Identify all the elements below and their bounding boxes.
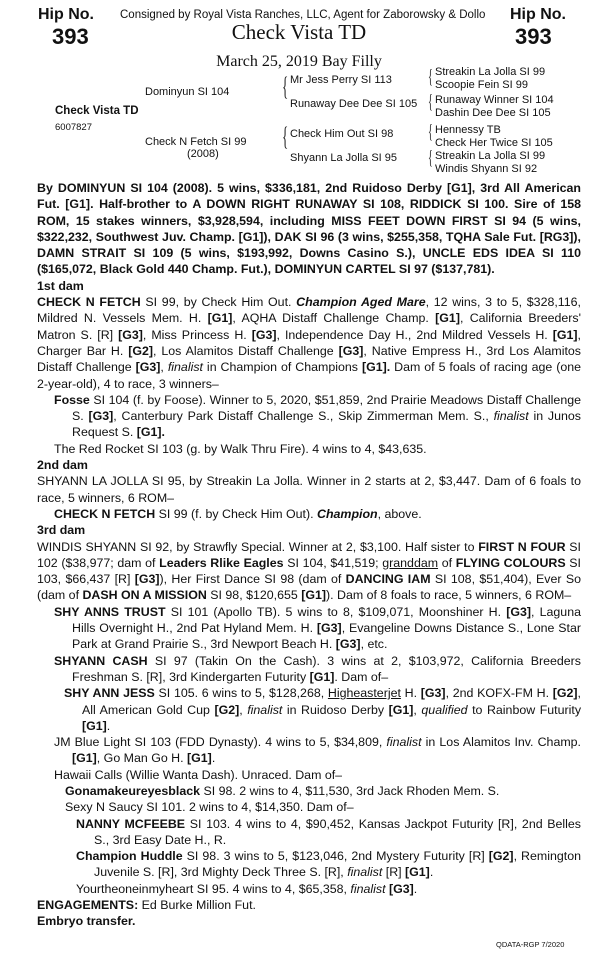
produce-yourtheoneinmyheart: Yourtheoneinmyheart SI 95. 4 wins to 4, $65,358, finalist [G3]. bbox=[76, 881, 418, 896]
fosse-name: Fosse bbox=[54, 392, 90, 407]
produce-gonamakeureyesblack: Gonamakeureyesblack SI 98. 2 wins to 4, $11,530, 3rd Jack Rhoden Mem. S. bbox=[65, 783, 500, 798]
produce-hawaii-calls: Hawaii Calls (Willie Wanta Dash). Unraced. Dam of– bbox=[54, 767, 343, 782]
hip-number-left: 393 bbox=[52, 24, 89, 49]
produce-nanny-mcfeebe: NANNY MCFEEBE SI 103. 4 wins to 4, $90,452, Kansas Jackpot Futurity [R], 2nd Belles S., 3rd Easy Date H., R. bbox=[76, 816, 581, 847]
registration-number: 6007827 bbox=[55, 122, 92, 133]
embryo-transfer: Embryo transfer. bbox=[37, 914, 136, 929]
pedigree-g3-8: Windis Shyann SI 92 bbox=[435, 163, 538, 175]
brace: { bbox=[428, 66, 433, 88]
produce-sexy-n-saucy: Sexy N Saucy SI 101. 2 wins to 4, $14,350. Dam of– bbox=[65, 800, 354, 815]
produce-jm-blue-light: JM Blue Light SI 103 (FDD Dynasty). 4 wins to 5, $34,809, finalist in Los Alamitos Inv. Champ. [G1], Go Man Go H. [G1]. bbox=[54, 735, 581, 766]
pedigree-subject: Check Vista TD bbox=[55, 105, 139, 117]
brace: { bbox=[282, 72, 289, 101]
pedigree-g3-6: Check Her Twice SI 105 bbox=[435, 137, 553, 149]
produce-shy-anns-trust: SHY ANNS TRUST SI 101 (Apollo TB). 5 wins to 8, $109,071, Moonshiner H. [G3], Laguna Hills Overnight H., 2nd Pat Hyland Mem. H. [G3], Evangeline Downs Distance S., Lone Star Park at Grand Prairie S., 3rd Newport Beach H. [G3], etc. bbox=[54, 604, 582, 652]
pedigree-sire-sire: Mr Jess Perry SI 113 bbox=[290, 74, 392, 86]
pedigree-g3-3: Runaway Winner SI 104 bbox=[435, 94, 554, 106]
pedigree-g3-1: Streakin La Jolla SI 99 bbox=[435, 66, 546, 78]
hip-label-left: Hip No. bbox=[38, 6, 94, 23]
second-dam-paragraph: SHYANN LA JOLLA SI 95, by Streakin La Jolla. Winner in 2 starts at 2, $3,447. Dam of 6 foals to race, 5 winners, 6 ROM– bbox=[37, 474, 581, 505]
produce-champion-huddle: Champion Huddle SI 98. 3 wins to 5, $123,046, 2nd Mystery Futurity [R] [G2], Remington Juvenile S. [R], 3rd Mighty Deck Three S. [R], finalist [R] [G1]. bbox=[76, 849, 581, 880]
first-dam-heading: 1st dam bbox=[37, 278, 84, 293]
hip-number-right: 393 bbox=[515, 24, 552, 49]
pedigree-g3-7: Streakin La Jolla SI 99 bbox=[435, 150, 546, 162]
pedigree-dam: Check N Fetch SI 99 bbox=[145, 136, 247, 148]
pedigree-g3-2: Scoopie Fein SI 99 bbox=[435, 79, 528, 91]
horse-name: Check Vista TD bbox=[231, 20, 367, 44]
produce-fosse: Fosse SI 104 (f. by Foose). Winner to 5, 2020, $51,859, 2nd Prairie Meadows Distaff Challenge S. [G3], Canterbury Park Distaff Challenge S., Skip Zimmerman Mem. S., finalist in Junos Request S. [G1]. bbox=[54, 392, 581, 440]
brace: { bbox=[428, 91, 433, 113]
pedigree-dam-dam: Shyann La Jolla SI 95 bbox=[290, 152, 398, 164]
third-dam-heading: 3rd dam bbox=[37, 523, 86, 538]
produce-red-rocket: The Red Rocket SI 103 (g. by Walk Thru Fire). 4 wins to 4, $43,635. bbox=[54, 441, 427, 456]
engagements: ENGAGEMENTS: Ed Burke Million Fut. bbox=[37, 898, 256, 913]
sire-summary: By DOMINYUN SI 104 (2008). 5 wins, $336,181, 2nd Ruidoso Derby [G1], 3rd All American Fut. [G1]. Half-brother to A DOWN RIGHT RUNAWAY SI 108, RIDDICK SI 100. Sire of 158 ROM, 15 stakes winners, $3,928,594, including MISS FEET DOWN FIRST SI 94 (5 wins, $322,232, Southwest Juv. Champ. [G1]), DAK SI 96 (3 wins, $255,358, TQHA Sale Fut. [RG3]), DAMN STRAIT SI 109 (5 wins, $193,992, Downs Casino S.), UNCLE EDS IDEA SI 110 ($165,072, Black Gold 440 Champ. Fut.), DOMINYUN CARTEL SI 97 ($137,781). bbox=[37, 181, 581, 277]
pedigree-g3-4: Dashin Dee Dee SI 105 bbox=[435, 107, 551, 119]
produce-shyann-cash: SHYANN CASH SI 97 (Takin On the Cash). 3 wins at 2, $103,972, California Breeders Freshman S. [R], 3rd Kindergarten Futurity [G1]. Dam of– bbox=[54, 653, 581, 684]
pedigree-dam-sire: Check Him Out SI 98 bbox=[290, 128, 394, 140]
brace: { bbox=[428, 147, 433, 169]
produce-check-n-fetch: CHECK N FETCH SI 99 (f. by Check Him Out). Champion, above. bbox=[54, 506, 422, 521]
pedigree-g3-5: Hennessy TB bbox=[435, 124, 501, 136]
consignor: Consigned by Royal Vista Ranches, LLC, Agent for Zaborowsky & Dollo bbox=[120, 9, 486, 21]
pedigree-sire: Dominyun SI 104 bbox=[145, 86, 230, 98]
brace: { bbox=[282, 122, 289, 151]
brace: { bbox=[428, 121, 433, 143]
foaled-description: March 25, 2019 Bay Filly bbox=[216, 53, 382, 70]
third-dam-paragraph: WINDIS SHYANN SI 92, by Strawfly Special. Winner at 2, $3,100. Half sister to FIRST N FOUR SI 102 ($38,977; dam of Leaders Rlike Eagles SI 104, $41,519; granddam of FLYING COLOURS SI 103, $66,437 [R] [G3]), Her First Dance SI 98 (dam of DANCING IAM SI 108, $51,404), Ever So (dam of DASH ON A MISSION SI 98, $120,655 [G1]). Dam of 8 foals to race, 5 winners, 6 ROM– bbox=[37, 539, 581, 603]
hip-label-right: Hip No. bbox=[510, 6, 566, 23]
pedigree-sire-dam: Runaway Dee Dee SI 105 bbox=[290, 98, 418, 110]
catalog-body bbox=[37, 180, 581, 930]
first-dam-name: CHECK N FETCH bbox=[37, 295, 141, 310]
pedigree-dam-year: (2008) bbox=[187, 148, 219, 160]
second-dam-heading: 2nd dam bbox=[37, 458, 88, 473]
first-dam-paragraph: CHECK N FETCH SI 99, by Check Him Out. Champion Aged Mare, 12 wins, 3 to 5, $328,116, Mildred N. Vessels Mem. H. [G1], AQHA Distaff Challenge Champ. [G1], California Breeders' Matron S. [R] [G3], Miss Princess H. [G3], Independence Day H., 2nd Mildred Vessels H. [G1], Charger Bar H. [G2], Los Alamitos Distaff Challenge [G3], Native Empress H., 3rd Los Alamitos Distaff Challenge [G3], finalist in Champion of Champions [G1]. Dam of 5 foals of racing age (one 2-year-old), 4 to race, 3 winners– bbox=[37, 295, 582, 391]
produce-shy-ann-jess: SHY ANN JESS SI 105. 6 wins to 5, $128,268, Higheasterjet H. [G3], 2nd KOFX-FM H. [G2], All American Gold Cup [G2], finalist in Ruidoso Derby [G1], qualified to Rainbow Futurity [G1]. bbox=[64, 686, 582, 733]
footer-code: QDATA-RGP 7/2020 bbox=[496, 940, 565, 949]
